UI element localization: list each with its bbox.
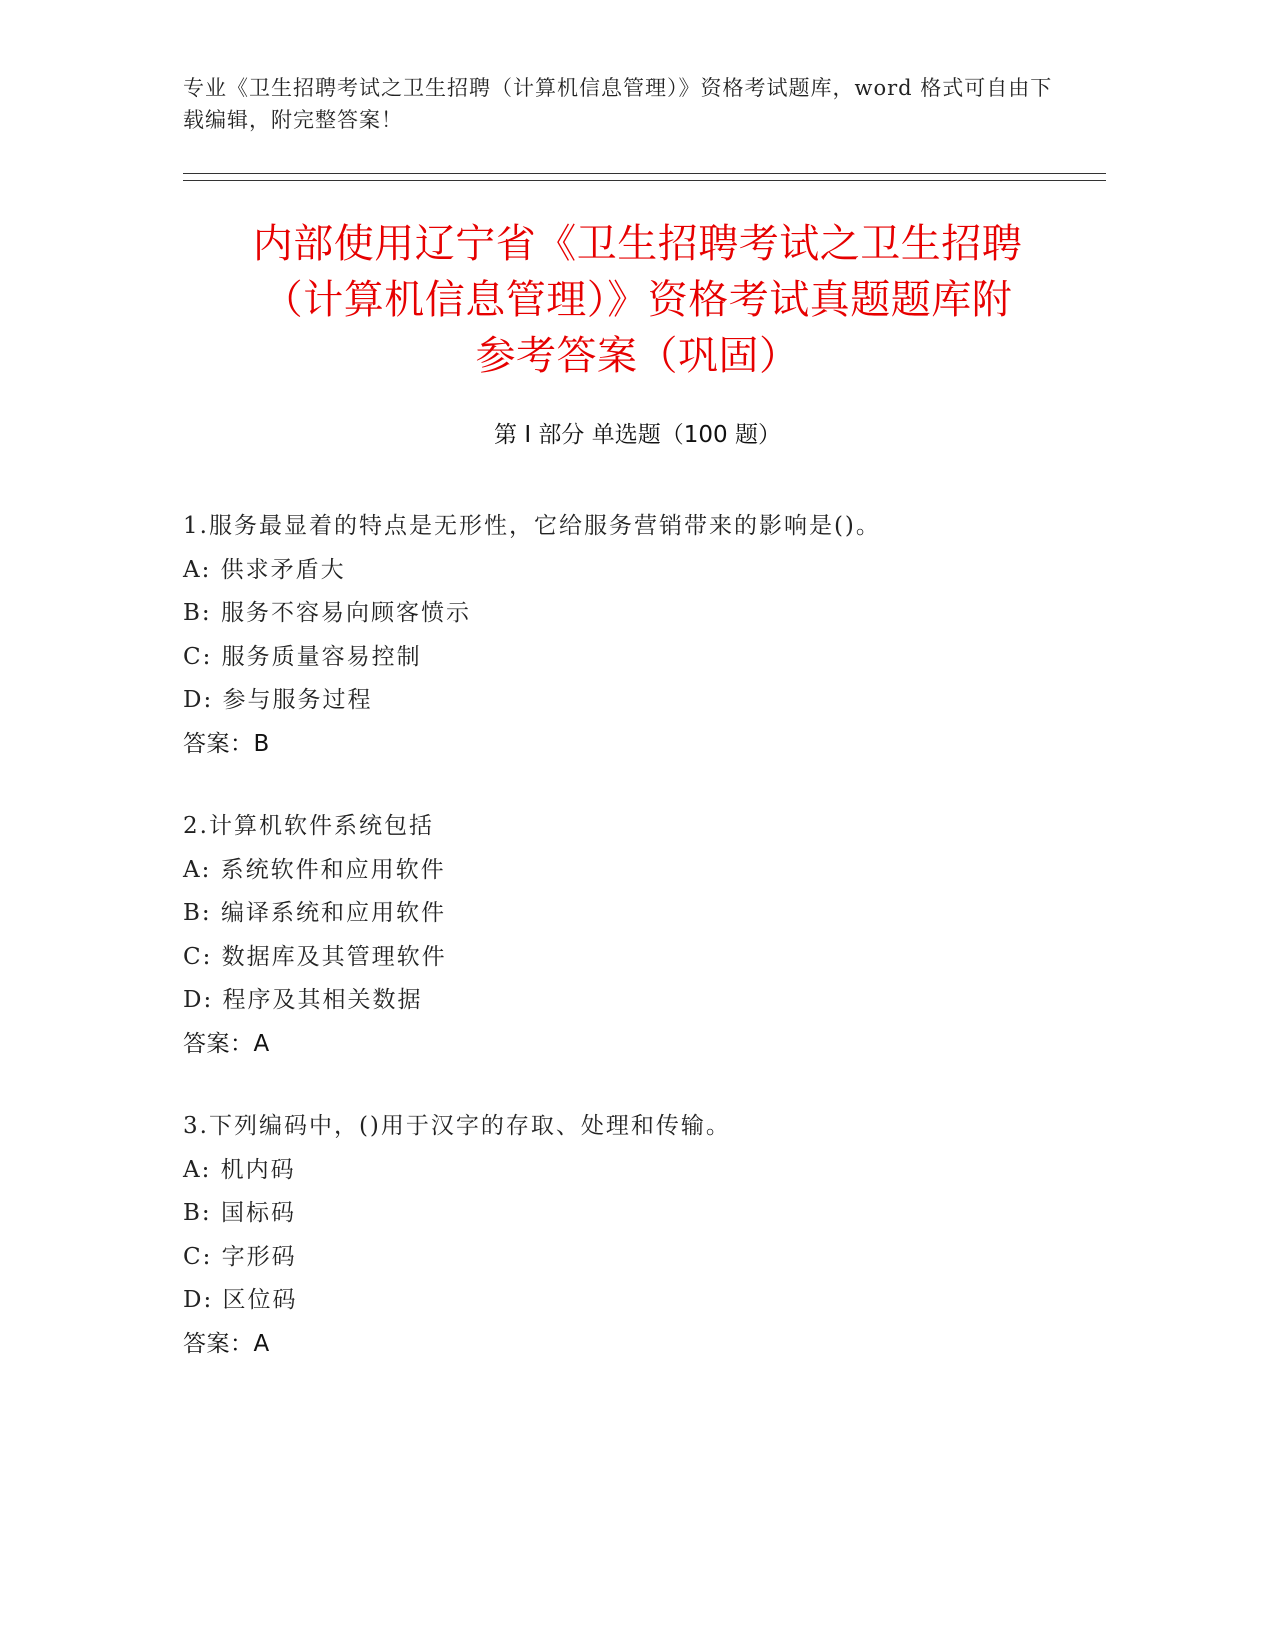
option-a: A: 系统软件和应用软件 [183,856,446,883]
answer: 答案：A [183,1330,270,1357]
option-b: B: 服务不容易向顾客愤示 [183,600,471,626]
option-a: A: 供求矛盾大 [183,556,346,583]
header-divider-bottom [183,180,1106,181]
document-title [150,216,1125,384]
header-divider-top [183,173,1106,174]
option-d: D: 区位码 [183,1287,298,1313]
option-c: C: 数据库及其管理软件 [183,943,447,970]
option-c: C: 字形码 [183,1243,297,1270]
title-line-3: 参考答案（巩固） [475,333,800,379]
option-c: C: 服务质量容易控制 [183,643,422,670]
question-stem: 1.服务最显着的特点是无形性，它给服务营销带来的影响是()。 [183,513,881,539]
title-line-1: 内部使用辽宁省《卫生招聘考试之卫生招聘 [252,221,1023,267]
option-a: A: 机内码 [183,1156,296,1183]
option-b: B: 编译系统和应用软件 [183,900,446,926]
section-heading: 第 I 部分 单选题（100 题） [494,422,781,448]
option-d: D: 程序及其相关数据 [183,987,423,1013]
question-list [183,505,1083,1405]
option-b: B: 国标码 [183,1200,296,1226]
option-d: D: 参与服务过程 [183,687,373,713]
question-2 [183,805,1083,1066]
header-note: 专业《卫生招聘考试之卫生招聘（计算机信息管理）》资格考试题库，word 格式可自由下载编辑，附完整答案！ [183,76,1053,132]
question-1 [183,505,1083,766]
answer: 答案：B [183,730,270,757]
answer: 答案：A [183,1030,270,1057]
question-stem: 3.下列编码中，()用于汉字的存取、处理和传输。 [183,1113,731,1139]
question-3 [183,1105,1083,1366]
title-line-2: （计算机信息管理）》资格考试真题题库附 [262,277,1013,323]
question-stem: 2.计算机软件系统包括 [183,813,434,839]
